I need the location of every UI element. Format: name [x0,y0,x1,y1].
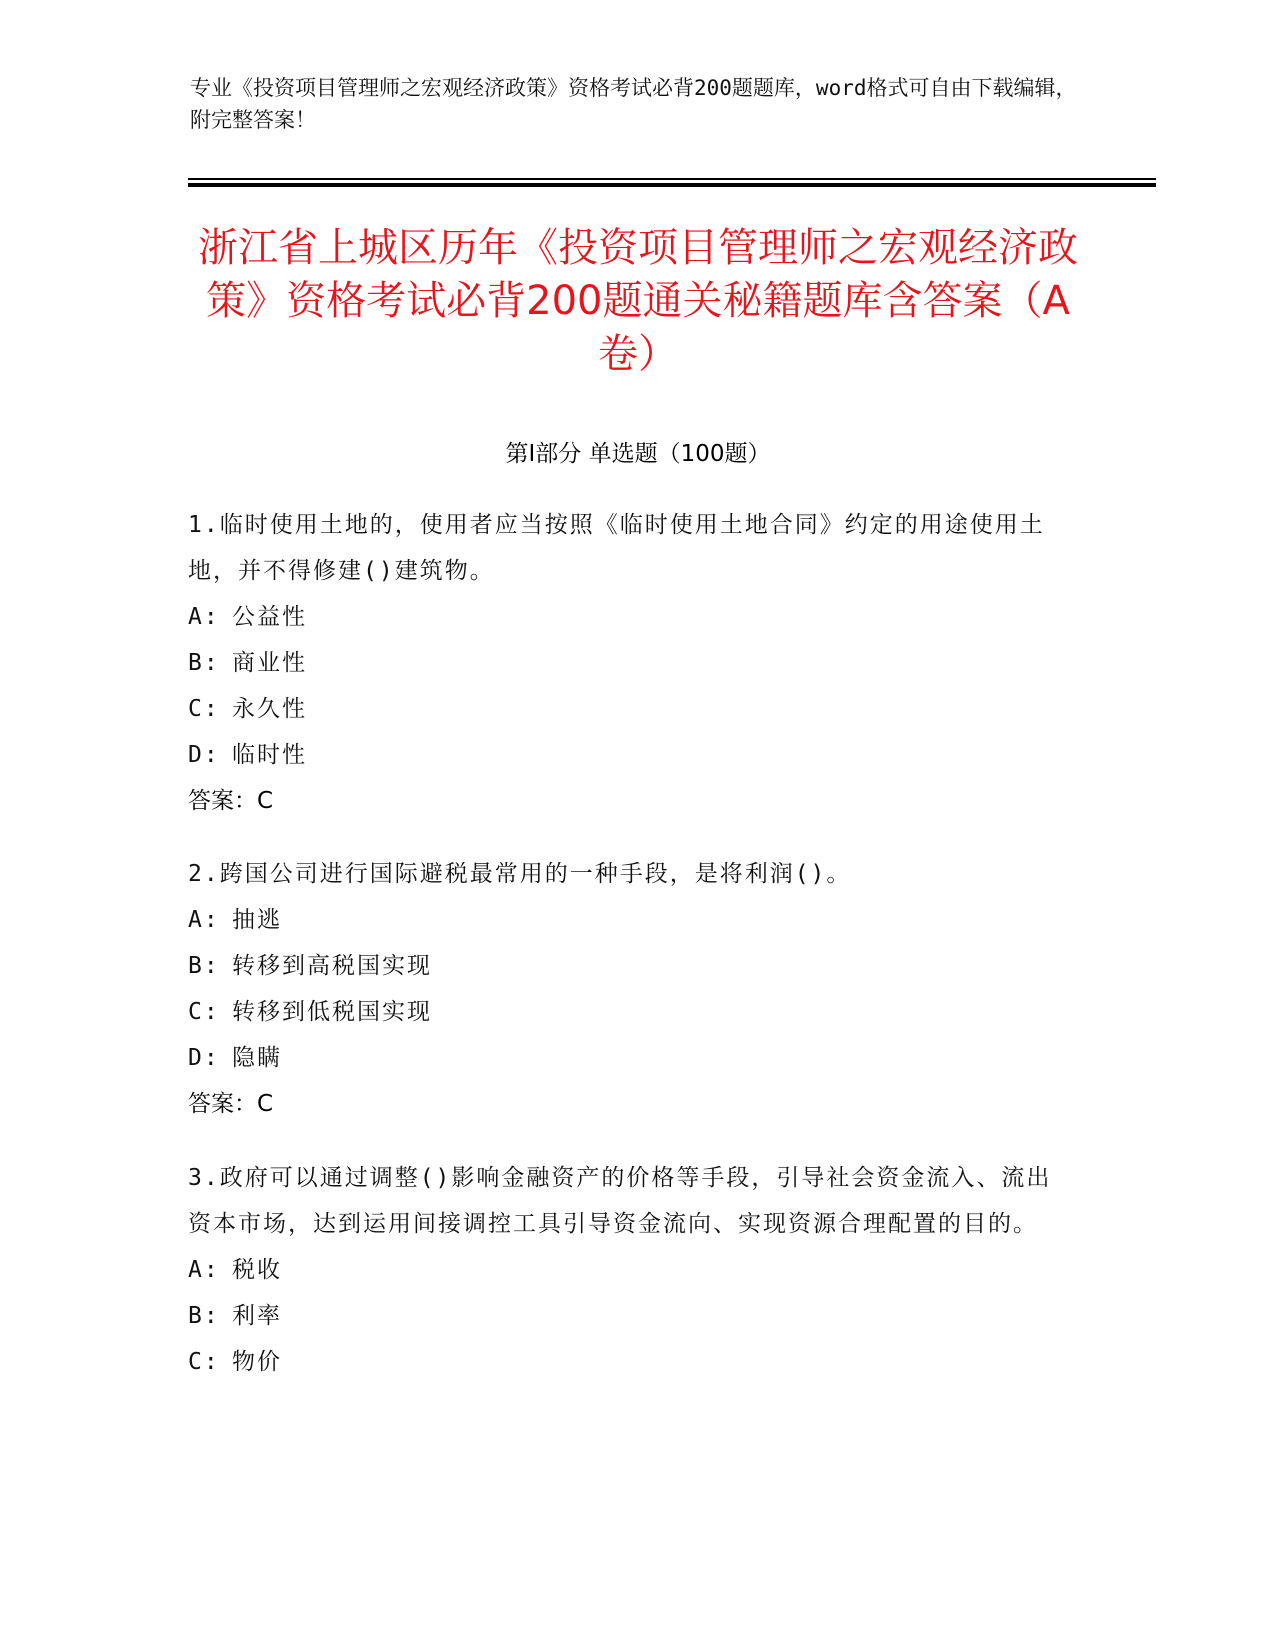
answer: 答案：C [188,788,274,814]
option-letter: B: [188,650,220,676]
section-heading: 第Ⅰ部分 单选题（100题） [505,441,771,467]
header-note: 专业《投资项目管理师之宏观经济政策》资格考试必背200题题库，word格式可自由下载编辑，附完整答案！ [190,76,1077,132]
option-letter: D: [188,1045,220,1071]
option-letter: C: [188,999,220,1025]
question-3 [188,1155,1068,1385]
option-d [188,732,1068,778]
question-stem: 2.跨国公司进行国际避税最常用的一种手段，是将利润()。 [188,861,852,887]
option-letter: A: [188,1257,220,1283]
option-letter: A: [188,907,220,933]
question-2 [188,851,1068,1127]
question-1 [188,502,1068,824]
option-letter: C: [188,1349,220,1375]
option-letter: B: [188,953,220,979]
option-d [188,1035,1068,1081]
option-text: 永久性 [232,696,307,722]
option-c [188,989,1068,1035]
option-c [188,686,1068,732]
header-rule-thin [188,178,1156,180]
option-a [188,897,1068,943]
option-b [188,1293,1068,1339]
question-stem: 3.政府可以通过调整()影响金融资产的价格等手段，引导社会资金流入、流出资本市场，达到运用间接调控工具引导资金流向、实现资源合理配置的目的。 [188,1165,1052,1237]
option-a [188,594,1068,640]
answer: 答案：C [188,1091,274,1117]
option-text: 临时性 [232,742,307,768]
option-b [188,943,1068,989]
option-b [188,640,1068,686]
document-title: 浙江省上城区历年《投资项目管理师之宏观经济政策》资格考试必背200题通关秘籍题库含答案（A卷） [198,225,1078,377]
option-text: 抽逃 [232,907,282,933]
option-a [188,1247,1068,1293]
option-text: 转移到高税国实现 [232,953,432,979]
option-c [188,1339,1068,1385]
option-letter: B: [188,1303,220,1329]
option-text: 税收 [232,1257,282,1283]
option-letter: C: [188,696,220,722]
option-text: 公益性 [232,604,307,630]
option-text: 隐瞒 [232,1045,282,1071]
option-letter: A: [188,604,220,630]
option-text: 商业性 [232,650,307,676]
header-rule-thick [188,183,1156,187]
option-text: 物价 [232,1349,282,1375]
option-text: 转移到低税国实现 [232,999,432,1025]
option-letter: D: [188,742,220,768]
question-stem: 1.临时使用土地的，使用者应当按照《临时使用土地合同》约定的用途使用土地，并不得修建()建筑物。 [188,512,1045,584]
option-text: 利率 [232,1303,282,1329]
